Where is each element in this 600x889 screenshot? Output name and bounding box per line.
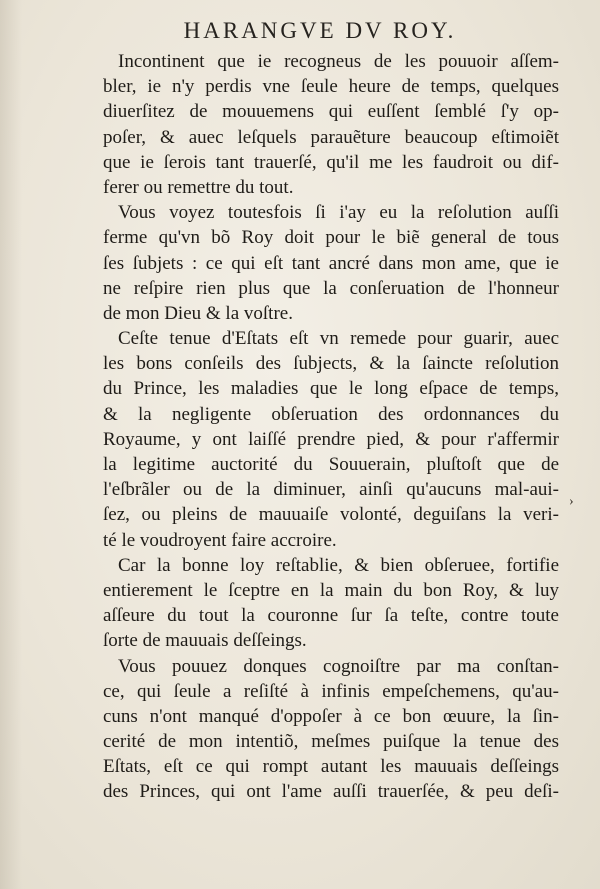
text-line: la legitime auctorité du Souuerain, pluſtoſt que de [103, 454, 559, 475]
text-line: cuns n'ont manqué d'oppoſer à ce bon œuure, la ſin- [103, 705, 559, 727]
margin-mark: › [569, 494, 574, 509]
text-line: Vous pouuez donques cognoiſtre par ma conſtan- [118, 655, 559, 677]
text-line: & la negligente obſeruation des ordonnances du [103, 403, 559, 425]
text-line: cerité de mon intentiõ, meſmes puiſque la tenue des [103, 731, 559, 753]
text-line: entierement le ſceptre en la main du bon Roy, & luy [103, 579, 559, 601]
text-line: poſer, & auec leſquels parauẽture beaucoup eſtimoiẽt [103, 126, 559, 148]
text-line: Eſtats, eſt ce qui rompt autant les mauuais deſſeings [103, 756, 559, 778]
text-line: Car la bonne loy reſtablie, & bien obſeruee, fortifie [118, 554, 559, 576]
text-line: que ie ſerois tant trauerſé, qu'il me les faudroit ou dif- [103, 151, 559, 173]
text-line: té le voudroyent faire accroire. [103, 529, 337, 551]
text-line: bler, ie n'y perdis vne ſeule heure de temps, quelques [103, 76, 559, 98]
text-line: Ceſte tenue d'Eſtats eſt vn remede pour guarir, auec [118, 328, 559, 350]
text-line: ſez, ou pleins de mauuaiſe volonté, deguiſans la veri- [103, 504, 559, 526]
text-line: Vous voyez toutesfois ſi i'ay eu la reſolution auſſi [118, 202, 559, 224]
text-line: Incontinent que ie recogneus de les pouuoir aſſem- [118, 51, 559, 72]
text-line: les bons conſeils des ſubjects, & la ſaincte reſolution [103, 353, 559, 375]
text-line: ſes ſubjets : ce qui eſt tant ancré dans mon ame, que ie [103, 252, 559, 274]
text-line: des Princes, qui ont l'ame auſſi trauerſée, & peu deſi- [103, 781, 559, 803]
text-line: ferer ou remettre du tout. [103, 176, 294, 198]
body-text [103, 49, 559, 805]
text-line: de mon Dieu & la voſtre. [103, 302, 293, 324]
text-line: ce, qui ſeule a reſiſté à infinis empeſchemens, qu'au- [103, 680, 559, 702]
page-gutter-shadow [0, 0, 22, 889]
text-line: diuerſitez de mouuemens qui euſſent ſemblé ſ'y op- [103, 101, 559, 123]
text-line: l'eſbrãler ou de la diminuer, ainſi qu'aucuns mal-aui- [103, 479, 559, 501]
text-line: ſorte de mauuais deſſeings. [103, 630, 307, 652]
text-line: du Prince, les maladies que le long eſpace de temps, [103, 378, 559, 400]
running-header: HARANGVE DV ROY. [183, 18, 457, 43]
text-line: ne reſpire rien plus que la conſeruation de l'honneur [103, 277, 559, 299]
text-line: Royaume, y ont laiſſé prendre pied, & pour r'affermir [103, 428, 559, 450]
text-line: ferme qu'vn bõ Roy doit pour le biẽ general de tous [103, 227, 559, 249]
text-line: aſſeure du tout la couronne ſur ſa teſte, contre toute [103, 605, 559, 627]
